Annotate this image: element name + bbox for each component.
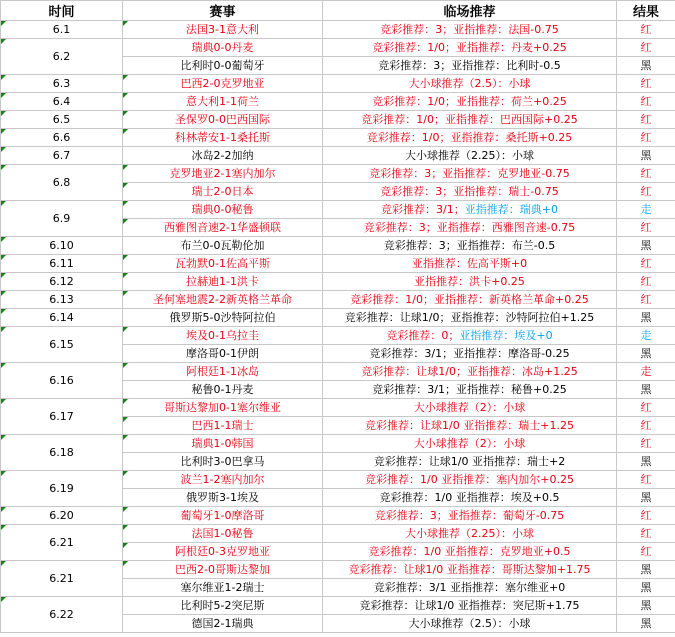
- recommend-cell: 竞彩推荐：3/1 亚指推荐：塞尔维亚+0: [323, 579, 617, 597]
- date-cell: 6.20: [1, 507, 123, 525]
- match-cell: 俄罗斯3-1埃及: [123, 489, 323, 507]
- recommend-cell: 大小球推荐（2.25）：小球: [323, 525, 617, 543]
- recommend-cell: 竞彩推荐：让球1/0 亚指推荐：瑞士+1.25: [323, 417, 617, 435]
- result-cell: 红: [617, 399, 675, 417]
- recommend-cell: 竞彩推荐：1/0 亚指推荐：埃及+0.5: [323, 489, 617, 507]
- result-cell: 黑: [617, 345, 675, 363]
- header-row: [1, 1, 675, 21]
- recommend-cell: 竞彩推荐：1/0 亚指推荐：克罗地亚+0.5: [323, 543, 617, 561]
- match-cell: 法国3-1意大利: [123, 21, 323, 39]
- result-cell: 黑: [617, 597, 675, 615]
- match-cell: 比利时0-0葡萄牙: [123, 57, 323, 75]
- result-cell: 黑: [617, 57, 675, 75]
- recommend-cell: 竞彩推荐：1/0；亚指推荐：丹麦+0.25: [323, 39, 617, 57]
- table-row: [1, 507, 675, 525]
- table-row: [1, 147, 675, 165]
- date-cell: 6.7: [1, 147, 123, 165]
- table-row: [1, 291, 675, 309]
- match-cell: 阿根廷1-1冰岛: [123, 363, 323, 381]
- date-cell: 6.4: [1, 93, 123, 111]
- table-row: [1, 39, 675, 57]
- date-cell: 6.18: [1, 435, 123, 471]
- date-cell: 6.11: [1, 255, 123, 273]
- result-cell: 黑: [617, 309, 675, 327]
- match-cell: 圣保罗0-0巴西国际: [123, 111, 323, 129]
- match-cell: 秘鲁0-1丹麦: [123, 381, 323, 399]
- recommend-part-a: 竞彩推荐：3/1；: [381, 203, 465, 216]
- date-cell: 6.19: [1, 471, 123, 507]
- recommend-cell: 大小球推荐（2.25）：小球: [323, 147, 617, 165]
- table-row: [1, 561, 675, 579]
- match-cell: 德国2-1瑞典: [123, 615, 323, 633]
- match-cell: 瑞典0-0丹麦: [123, 39, 323, 57]
- recommend-cell: 竞彩推荐：1/0；亚指推荐：荷兰+0.25: [323, 93, 617, 111]
- result-cell: 走: [617, 363, 675, 381]
- result-cell: 红: [617, 183, 675, 201]
- result-cell: 黑: [617, 579, 675, 597]
- match-cell: 塞尔维亚1-2瑞士: [123, 579, 323, 597]
- result-cell: 红: [617, 129, 675, 147]
- result-cell: 红: [617, 165, 675, 183]
- date-cell: 6.8: [1, 165, 123, 201]
- header-match: 赛事: [123, 1, 323, 21]
- recommend-part-b: 亚指推荐：瑞典+0: [464, 203, 558, 216]
- match-cell: 埃及0-1乌拉圭: [123, 327, 323, 345]
- table-row: [1, 471, 675, 489]
- result-cell: 红: [617, 111, 675, 129]
- result-cell: 红: [617, 543, 675, 561]
- recommend-cell: 竞彩推荐：3；亚指推荐：克罗地亚-0.75: [323, 165, 617, 183]
- header-recommend: 临场推荐: [323, 1, 617, 21]
- result-cell: 黑: [617, 615, 675, 633]
- recommend-cell: 竞彩推荐：1/0；亚指推荐：新英格兰革命+0.25: [323, 291, 617, 309]
- recommend-cell: 竞彩推荐：3；亚指推荐：布兰-0.5: [323, 237, 617, 255]
- date-cell: 6.2: [1, 39, 123, 75]
- date-cell: 6.17: [1, 399, 123, 435]
- result-cell: 走: [617, 327, 675, 345]
- table-row: [1, 255, 675, 273]
- recommend-cell: 竞彩推荐：1/0；亚指推荐：桑托斯+0.25: [323, 129, 617, 147]
- match-cell: 克罗地亚2-1塞内加尔: [123, 165, 323, 183]
- date-cell: 6.14: [1, 309, 123, 327]
- match-cell: 比利时3-0巴拿马: [123, 453, 323, 471]
- match-cell: 比利时5-2突尼斯: [123, 597, 323, 615]
- date-cell: 6.3: [1, 75, 123, 93]
- table-row: [1, 201, 675, 219]
- result-cell: 黑: [617, 237, 675, 255]
- table-row: [1, 75, 675, 93]
- date-cell: 6.1: [1, 21, 123, 39]
- table-row: [1, 93, 675, 111]
- result-cell: 黑: [617, 147, 675, 165]
- match-cell: 圣何塞地震2-2新英格兰革命: [123, 291, 323, 309]
- recommend-cell: [323, 201, 617, 219]
- match-cell: 巴西1-1瑞士: [123, 417, 323, 435]
- date-cell: 6.10: [1, 237, 123, 255]
- recommend-cell: 竞彩推荐：3；亚指推荐：比利时-0.5: [323, 57, 617, 75]
- result-cell: 红: [617, 525, 675, 543]
- result-cell: 红: [617, 255, 675, 273]
- match-cell: 波兰1-2塞内加尔: [123, 471, 323, 489]
- recommend-cell: 竞彩推荐：让球1/0；亚指推荐：冰岛+1.25: [323, 363, 617, 381]
- recommend-part-b: 亚指推荐：埃及+0: [459, 329, 553, 342]
- recommend-cell: 竞彩推荐：3；亚指推荐：瑞士-0.75: [323, 183, 617, 201]
- result-cell: 黑: [617, 489, 675, 507]
- match-cell: 布兰0-0瓦勒伦加: [123, 237, 323, 255]
- recommend-cell: 竞彩推荐：1/0 亚指推荐：塞内加尔+0.25: [323, 471, 617, 489]
- table-row: [1, 327, 675, 345]
- date-cell: 6.6: [1, 129, 123, 147]
- result-cell: 黑: [617, 561, 675, 579]
- match-cell: 摩洛哥0-1伊朗: [123, 345, 323, 363]
- recommend-cell: 竞彩推荐：3；亚指推荐：法国-0.75: [323, 21, 617, 39]
- recommend-cell: 竞彩推荐：让球1/0 亚指推荐：突尼斯+1.75: [323, 597, 617, 615]
- table-row: [1, 165, 675, 183]
- recommend-part-a: 竞彩推荐：0；: [386, 329, 460, 342]
- result-cell: 红: [617, 291, 675, 309]
- table-row: [1, 363, 675, 381]
- recommend-cell: 大小球推荐（2.5）：小球: [323, 75, 617, 93]
- recommend-cell: 竞彩推荐：1/0；亚指推荐：巴西国际+0.25: [323, 111, 617, 129]
- result-cell: 红: [617, 75, 675, 93]
- recommend-cell: 竞彩推荐：让球1/0 亚指推荐：瑞士+2: [323, 453, 617, 471]
- header-result: 结果: [617, 1, 675, 21]
- result-cell: 走: [617, 201, 675, 219]
- match-cell: 瑞士2-0日本: [123, 183, 323, 201]
- date-cell: 6.21: [1, 525, 123, 561]
- table-row: [1, 435, 675, 453]
- date-cell: 6.21: [1, 561, 123, 597]
- match-cell: 科林蒂安1-1桑托斯: [123, 129, 323, 147]
- match-cell: 瓦勃默0-1佐高平斯: [123, 255, 323, 273]
- match-cell: 法国1-0秘鲁: [123, 525, 323, 543]
- match-cell: 阿根廷0-3克罗地亚: [123, 543, 323, 561]
- recommend-cell: 竞彩推荐：3/1；亚指推荐：秘鲁+0.25: [323, 381, 617, 399]
- result-cell: 红: [617, 219, 675, 237]
- table-row: [1, 129, 675, 147]
- table-row: [1, 309, 675, 327]
- recommend-cell: 竞彩推荐：让球1/0；亚指推荐：沙特阿拉伯+1.25: [323, 309, 617, 327]
- result-cell: 黑: [617, 381, 675, 399]
- recommend-cell: [323, 327, 617, 345]
- table-row: [1, 237, 675, 255]
- result-cell: 红: [617, 39, 675, 57]
- match-cell: 哥斯达黎加0-1塞尔维亚: [123, 399, 323, 417]
- recommend-cell: 大小球推荐（2.5）：小球: [323, 615, 617, 633]
- result-cell: 红: [617, 21, 675, 39]
- match-cell: 瑞典1-0韩国: [123, 435, 323, 453]
- match-cell: 俄罗斯5-0沙特阿拉伯: [123, 309, 323, 327]
- table-row: [1, 597, 675, 615]
- match-cell: 意大利1-1荷兰: [123, 93, 323, 111]
- match-cell: 瑞典0-0秘鲁: [123, 201, 323, 219]
- match-cell: 巴西2-0哥斯达黎加: [123, 561, 323, 579]
- result-cell: 红: [617, 435, 675, 453]
- recommend-cell: 竞彩推荐：3；亚指推荐：葡萄牙-0.75: [323, 507, 617, 525]
- date-cell: 6.5: [1, 111, 123, 129]
- table-row: [1, 273, 675, 291]
- match-cell: 西雅图音速2-1华盛顿联: [123, 219, 323, 237]
- date-cell: 6.12: [1, 273, 123, 291]
- match-cell: 巴西2-0克罗地亚: [123, 75, 323, 93]
- table-row: [1, 21, 675, 39]
- recommend-cell: 亚指推荐：洪卡+0.25: [323, 273, 617, 291]
- recommend-cell: 亚指推荐：佐高平斯+0: [323, 255, 617, 273]
- table-row: [1, 525, 675, 543]
- result-cell: 红: [617, 507, 675, 525]
- recommend-cell: 大小球推荐（2）：小球: [323, 435, 617, 453]
- result-cell: 红: [617, 93, 675, 111]
- date-cell: 6.13: [1, 291, 123, 309]
- date-cell: 6.9: [1, 201, 123, 237]
- table-row: [1, 111, 675, 129]
- match-cell: 冰岛2-2加纳: [123, 147, 323, 165]
- date-cell: 6.16: [1, 363, 123, 399]
- recommend-cell: 竞彩推荐：3/1；亚指推荐：摩洛哥-0.25: [323, 345, 617, 363]
- match-cell: 拉赫迪1-1洪卡: [123, 273, 323, 291]
- table-row: [1, 399, 675, 417]
- result-cell: 黑: [617, 453, 675, 471]
- result-cell: 红: [617, 417, 675, 435]
- date-cell: 6.22: [1, 597, 123, 633]
- recommend-cell: 竞彩推荐：3；亚指推荐：西雅图音速-0.75: [323, 219, 617, 237]
- header-date: 时间: [1, 1, 123, 21]
- result-cell: 红: [617, 273, 675, 291]
- result-cell: 红: [617, 471, 675, 489]
- recommend-cell: 竞彩推荐：让球1/0 亚指推荐：哥斯达黎加+1.75: [323, 561, 617, 579]
- recommend-cell: 大小球推荐（2）：小球: [323, 399, 617, 417]
- date-cell: 6.15: [1, 327, 123, 363]
- match-cell: 葡萄牙1-0摩洛哥: [123, 507, 323, 525]
